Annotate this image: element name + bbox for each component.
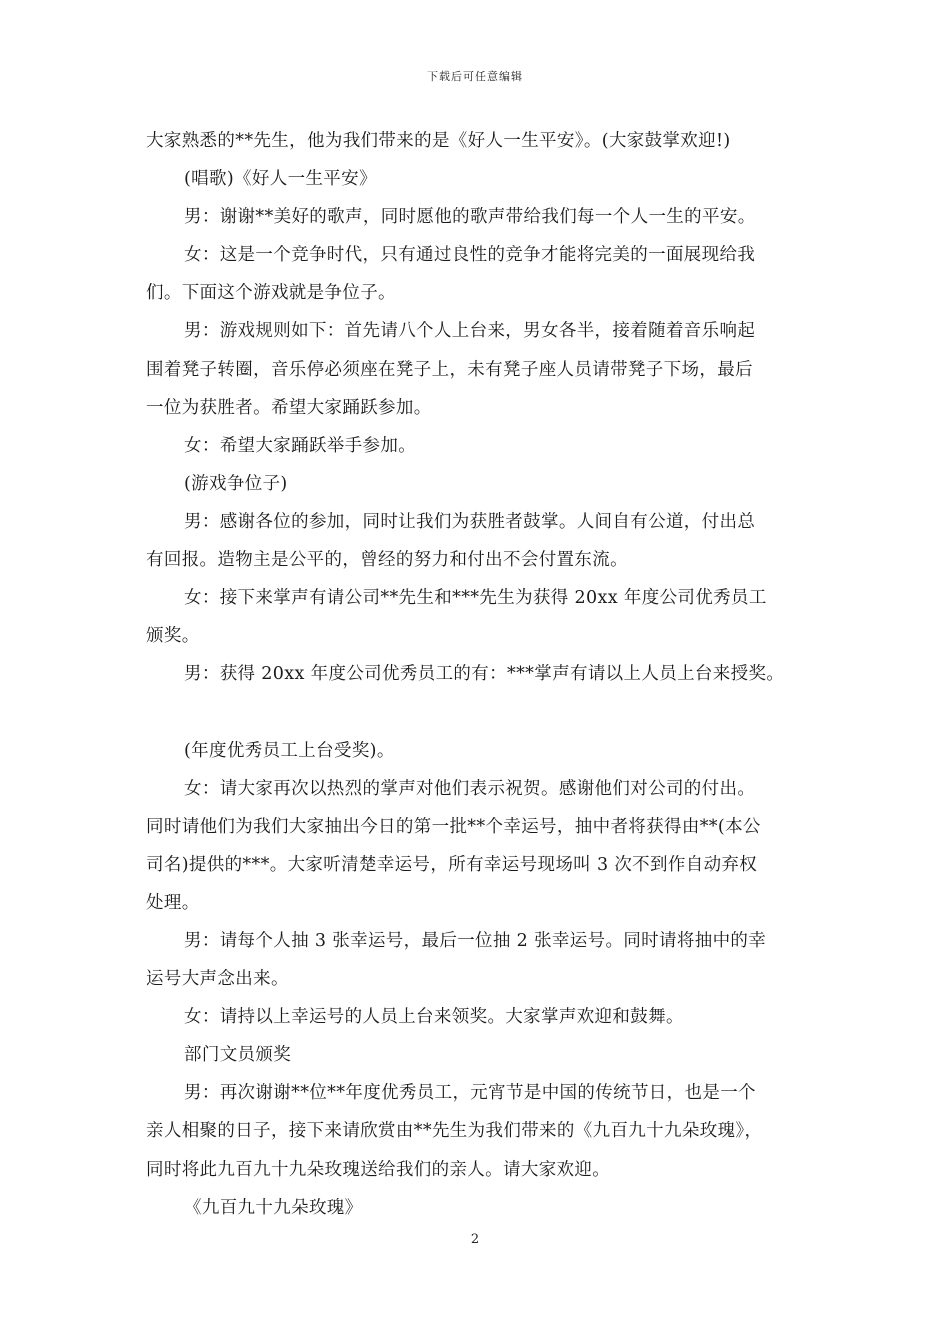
text-line: 女：希望大家踊跃举手参加。	[184, 435, 417, 456]
text-line: 男：获得 20xx 年度公司优秀员工的有：***掌声有请以上人员上台来授奖。	[184, 664, 785, 685]
text-line: 有回报。造物主是公平的，曾经的努力和付出不会付置东流。	[146, 550, 628, 571]
text-line: 颁奖。	[146, 626, 200, 647]
text-line: 女：请大家再次以热烈的掌声对他们表示祝贺。感谢他们对公司的付出。	[184, 778, 756, 799]
text-line: 男：再次谢谢**位**年度优秀员工，元宵节是中国的传统节日，也是一个	[184, 1083, 756, 1104]
text-line: 亲人相聚的日子，接下来请欣赏由**先生为我们带来的《九百九十九朵玫瑰》，	[146, 1121, 763, 1142]
text-line: 《九百九十九朵玫瑰》	[184, 1197, 363, 1218]
text-line: 男：游戏规则如下：首先请八个人上台来，男女各半，接着随着音乐响起	[184, 321, 756, 342]
text-line: 一位为获胜者。希望大家踊跃参加。	[146, 397, 432, 418]
text-line: (年度优秀员工上台受奖)。	[184, 740, 395, 761]
text-line: 同时将此九百九十九朵玫瑰送给我们的亲人。请大家欢迎。	[146, 1159, 611, 1180]
text-line: 女：这是一个竞争时代，只有通过良性的竞争才能将完美的一面展现给我	[184, 245, 756, 266]
text-line: 围着凳子转圈，音乐停必须座在凳子上，未有凳子座人员请带凳子下场，最后	[146, 359, 753, 380]
text-line: (游戏争位子)	[184, 473, 288, 494]
text-line: 男：请每个人抽 3 张幸运号，最后一位抽 2 张幸运号。同时请将抽中的幸	[184, 930, 767, 951]
document-body	[146, 122, 818, 1227]
text-line: 女：请持以上幸运号的人员上台来领奖。大家掌声欢迎和鼓舞。	[184, 1007, 684, 1028]
text-line: 男：感谢各位的参加，同时让我们为获胜者鼓掌。人间自有公道，付出总	[184, 511, 756, 532]
text-line: 同时请他们为我们大家抽出今日的第一批**个幸运号，抽中者将获得由**(本公	[146, 816, 761, 837]
text-line: 女：接下来掌声有请公司**先生和***先生为获得 20xx 年度公司优秀员工	[184, 588, 767, 609]
text-line: 部门文员颁奖	[184, 1045, 292, 1066]
text-line: 男：谢谢**美好的歌声，同时愿他的歌声带给我们每一个人一生的平安。	[184, 207, 756, 228]
text-line: (唱歌)《好人一生平安》	[184, 169, 377, 190]
page-number: 2	[470, 1232, 480, 1247]
text-line: 司名)提供的***。大家听清楚幸运号，所有幸运号现场叫 3 次不到作自动弃权	[146, 854, 758, 875]
page-header: 下载后可任意编辑	[427, 70, 523, 83]
text-line: 大家熟悉的**先生，他为我们带来的是《好人一生平安》。(大家鼓掌欢迎!)	[146, 131, 731, 151]
text-line: 们。下面这个游戏就是争位子。	[146, 283, 396, 304]
text-line: 处理。	[146, 892, 200, 913]
text-line: 运号大声念出来。	[146, 969, 289, 990]
blank-line	[146, 693, 818, 731]
